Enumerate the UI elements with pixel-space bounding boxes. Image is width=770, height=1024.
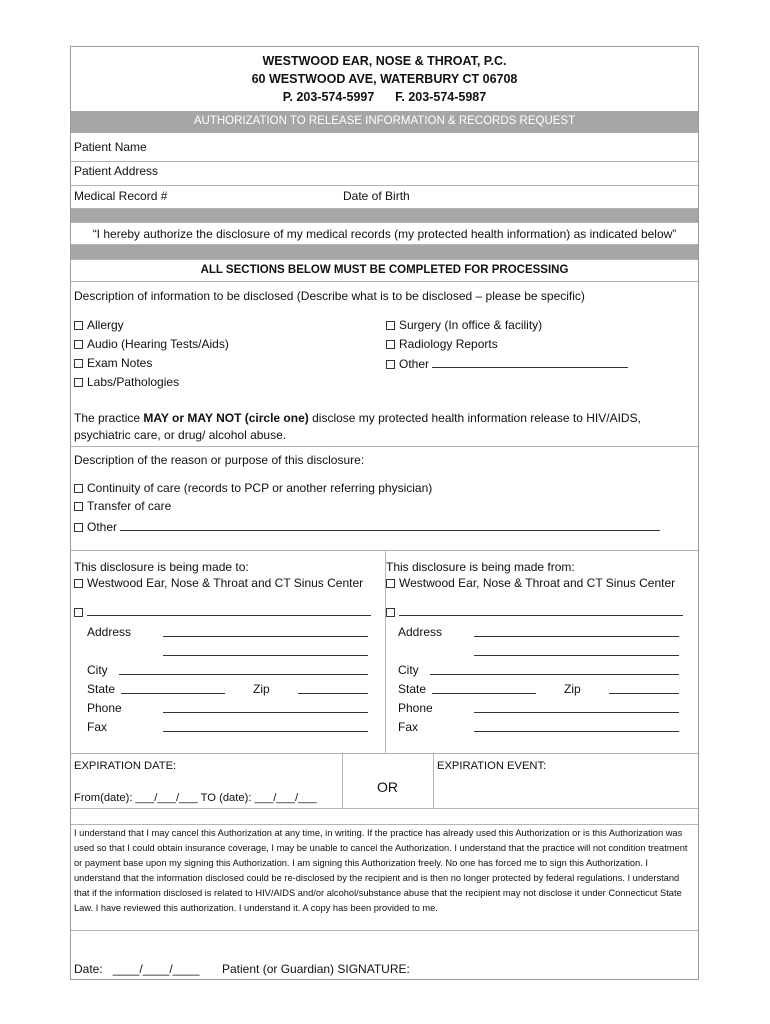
dob-label: Date of Birth [343,189,410,203]
to-fax-label: Fax [87,720,108,734]
checkbox[interactable] [74,523,83,532]
from-state-field[interactable] [432,682,536,694]
to-address-field-2[interactable] [163,644,368,656]
to-city-field[interactable] [119,663,368,675]
purpose-other-field[interactable] [120,519,660,531]
disclosure-from-label: This disclosure is being made from: [386,560,575,574]
from-phone-label: Phone [398,701,433,715]
expiration-date-label: EXPIRATION DATE: [74,760,177,772]
to-other-field[interactable] [87,604,371,616]
purpose-other[interactable]: Other [74,519,660,534]
practice-address: 60 WESTWOOD AVE, WATERBURY CT 06708 [251,72,518,86]
patient-address-label: Patient Address [74,164,159,178]
purpose-label: Description of the reason or purpose of this disclosure: [74,453,365,467]
from-address-field-1[interactable] [474,625,679,637]
release-form [70,46,699,980]
from-fax-field[interactable] [474,720,679,732]
practice-fax: F. 203-574-5987 [395,90,487,104]
to-zip-field[interactable] [298,682,368,694]
purpose-transfer[interactable]: Transfer of care [74,499,171,513]
to-date-field[interactable]: ___/___/___ [254,792,317,804]
from-practice-option[interactable]: Westwood Ear, Nose & Throat and CT Sinus Center [386,576,675,590]
to-phone-label: Phone [87,701,122,715]
to-state-field[interactable] [121,682,225,694]
from-zip-field[interactable] [609,682,679,694]
divider-bar [71,209,698,222]
checkbox[interactable] [74,502,83,511]
or-label: OR [377,779,398,795]
checkbox[interactable] [74,378,83,387]
other-info-field[interactable] [432,356,628,368]
signature-label: Patient (or Guardian) SIGNATURE: [222,962,410,976]
disclosure-to-label: This disclosure is being made to: [74,560,249,574]
checkbox[interactable] [386,340,395,349]
checkbox[interactable] [386,321,395,330]
checkbox[interactable] [74,359,83,368]
practice-contact [71,90,698,104]
hiv-disclosure-line1: The practice MAY or MAY NOT (circle one) disclose my protected health information release to HIV/AIDS, [74,411,641,425]
from-address-field-2[interactable] [474,644,679,656]
option-surgery[interactable]: Surgery (In office & facility) [386,318,542,332]
option-labs[interactable]: Labs/Pathologies [74,375,179,389]
legal-text: I understand that I may cancel this Authorization at any time, in writing. If the practice has already used this Authorization or is this Authorization was used so that I could obtain insurance coverage, I may be unable to cancel the Authorization. I understand that the practice will not condition treatment or payment base upon my signing this Authorization. I am signing this Authorization freely. No one has forced me to sign this Authorization. I understand that the information disclosed could be re-disclosed by the recipient and is then no longer protected by federal regulations. I understand that if the information disclosed is related to HIV/AIDS and/or alcohol/substance abuse that the recipient may not disclose it under Connecticut State Law. I have reviewed this authorization. I understand it. A copy has been provided to me. [74,828,688,913]
title-bar [71,111,698,133]
authorization-statement: “I hereby authorize the disclosure of my medical records (my protected health information) as indicated below” [92,227,677,241]
checkbox[interactable] [74,340,83,349]
to-practice-option[interactable]: Westwood Ear, Nose & Throat and CT Sinus Center [74,576,363,590]
form-title: AUTHORIZATION TO RELEASE INFORMATION & RECORDS REQUEST [193,115,576,127]
option-radiology[interactable]: Radiology Reports [386,337,498,351]
from-address-label: Address [398,625,443,639]
from-other-field[interactable] [399,604,683,616]
option-other-info[interactable]: Other [386,356,628,371]
from-city-label: City [398,663,419,677]
option-allergy[interactable]: Allergy [74,318,124,332]
checkbox[interactable] [74,484,83,493]
checkbox[interactable] [74,608,83,617]
to-fax-field[interactable] [163,720,368,732]
from-other-option[interactable] [386,604,683,619]
checkbox[interactable] [386,608,395,617]
practice-name: WESTWOOD EAR, NOSE & THROAT, P.C. [262,54,507,68]
signature-date-field[interactable]: ____/____/____ [112,962,200,976]
expiration-event-label: EXPIRATION EVENT: [437,760,547,772]
divider-bar-2 [71,245,698,259]
to-city-label: City [87,663,108,677]
to-other-option[interactable] [74,604,371,619]
practice-phone: P. 203-574-5997 [282,90,375,104]
from-fax-label: Fax [398,720,419,734]
from-phone-field[interactable] [474,701,679,713]
to-state-label: State [87,682,116,696]
checkbox[interactable] [74,579,83,588]
signature-date[interactable]: Date: ____/____/____ [74,962,200,976]
to-address-label: Address [87,625,132,639]
from-state-label: State [398,682,427,696]
to-phone-field[interactable] [163,701,368,713]
from-city-field[interactable] [430,663,679,675]
expiration-date-range[interactable]: From(date): ___/___/___ TO (date): ___/___/___ [74,792,317,804]
checkbox[interactable] [74,321,83,330]
from-zip-label: Zip [564,682,581,696]
from-date-field[interactable]: ___/___/___ [135,792,198,804]
sections-heading: ALL SECTIONS BELOW MUST BE COMPLETED FOR PROCESSING [200,264,569,276]
to-address-field-1[interactable] [163,625,368,637]
option-audio[interactable]: Audio (Hearing Tests/Aids) [74,337,229,351]
checkbox[interactable] [386,579,395,588]
option-exam-notes[interactable]: Exam Notes [74,356,152,370]
hiv-disclosure-line2: psychiatric care, or drug/ alcohol abuse. [74,428,287,442]
medical-record-label: Medical Record # [74,189,168,203]
info-description-label: Description of information to be disclosed (Describe what is to be disclosed – please be specific) [74,289,585,303]
purpose-continuity[interactable]: Continuity of care (records to PCP or another referring physician) [74,481,432,495]
to-zip-label: Zip [253,682,270,696]
checkbox[interactable] [386,360,395,369]
patient-name-label: Patient Name [74,140,147,154]
